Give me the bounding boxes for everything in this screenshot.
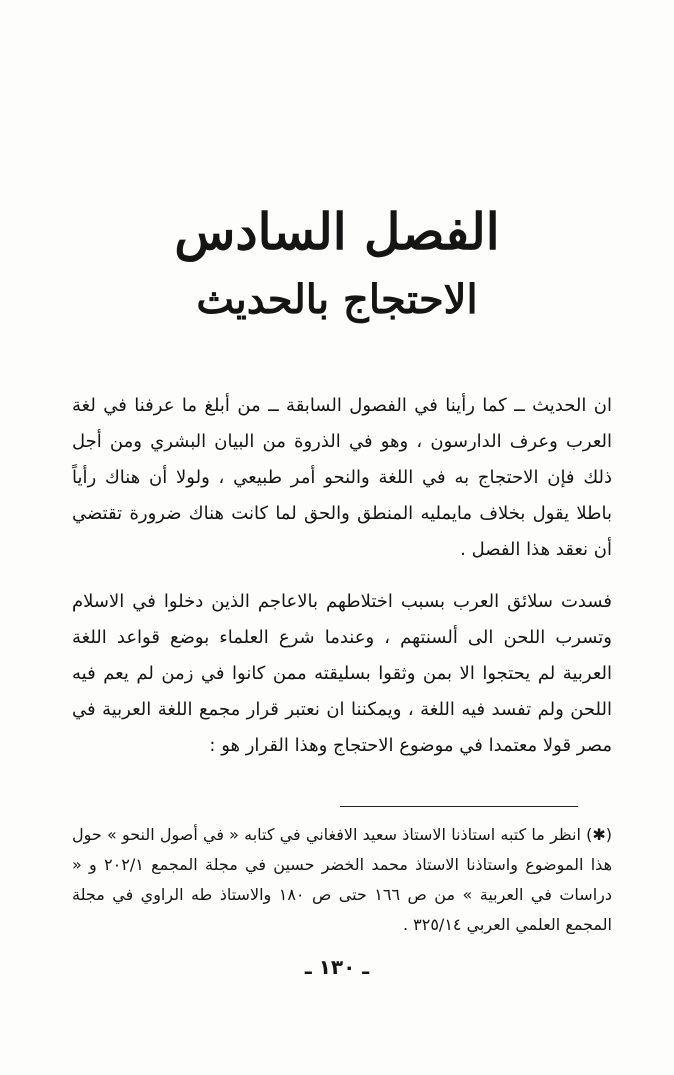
- body-paragraph: فسدت سلائق العرب بسبب اختلاطهم بالاعاجم الذين دخلوا في الاسلام وتسرب اللحن الى ألسنتهم ، وعندما شرع العلماء بوضع قواعد اللغة العربية لم يحتجوا الا بمن وثقوا بسليقته ممن كانوا في زمن لم يعم فيه اللحن ولم تفسد فيه اللغة ، ويمكننا ان نعتبر قرار مجمع اللغة العربية في مصر قولا معتمدا في موضوع الاحتجاج وهذا القرار هو :: [72, 591, 612, 756]
- footnote-text: (✱) انظر ما كتبه استاذنا الاستاذ سعيد الافغاني في كتابه « في أصول النحو » حول هذا الموضوع واستاذنا الاستاذ محمد الخضر حسين في مجلة المجمع ٢٠٢/١ و « دراسات في العربية » من ص ١٦٦ حتى ص ١٨٠ والاستاذ طه الراوي في مجلة المجمع العلمي العربي ٣٢٥/١٤ .: [72, 825, 613, 934]
- footnote-divider: [340, 806, 578, 807]
- body-text: [72, 388, 612, 764]
- footnote: [72, 820, 612, 940]
- page-number: ـ ١٣٠ ـ: [304, 955, 370, 979]
- body-paragraph: ان الحديث ــ كما رأينا في الفصول السابقة ــ من أبلغ ما عرفنا في لغة العرب وعرف الدارسون ، وهو في الذروة من البيان البشري ومن أجل ذلك فإن الاحتجاج به في اللغة والنحو أمر طبيعي ، ولولا أن هناك رأياً باطلا يقول بخلاف مايمليه المنطق والحق لما كانت هناك ضرورة تقتضي أن نعقد هذا الفصل .: [72, 395, 612, 560]
- chapter-subtitle: الاحتجاج بالحديث: [196, 276, 478, 323]
- chapter-title: الفصل السادس: [174, 202, 500, 261]
